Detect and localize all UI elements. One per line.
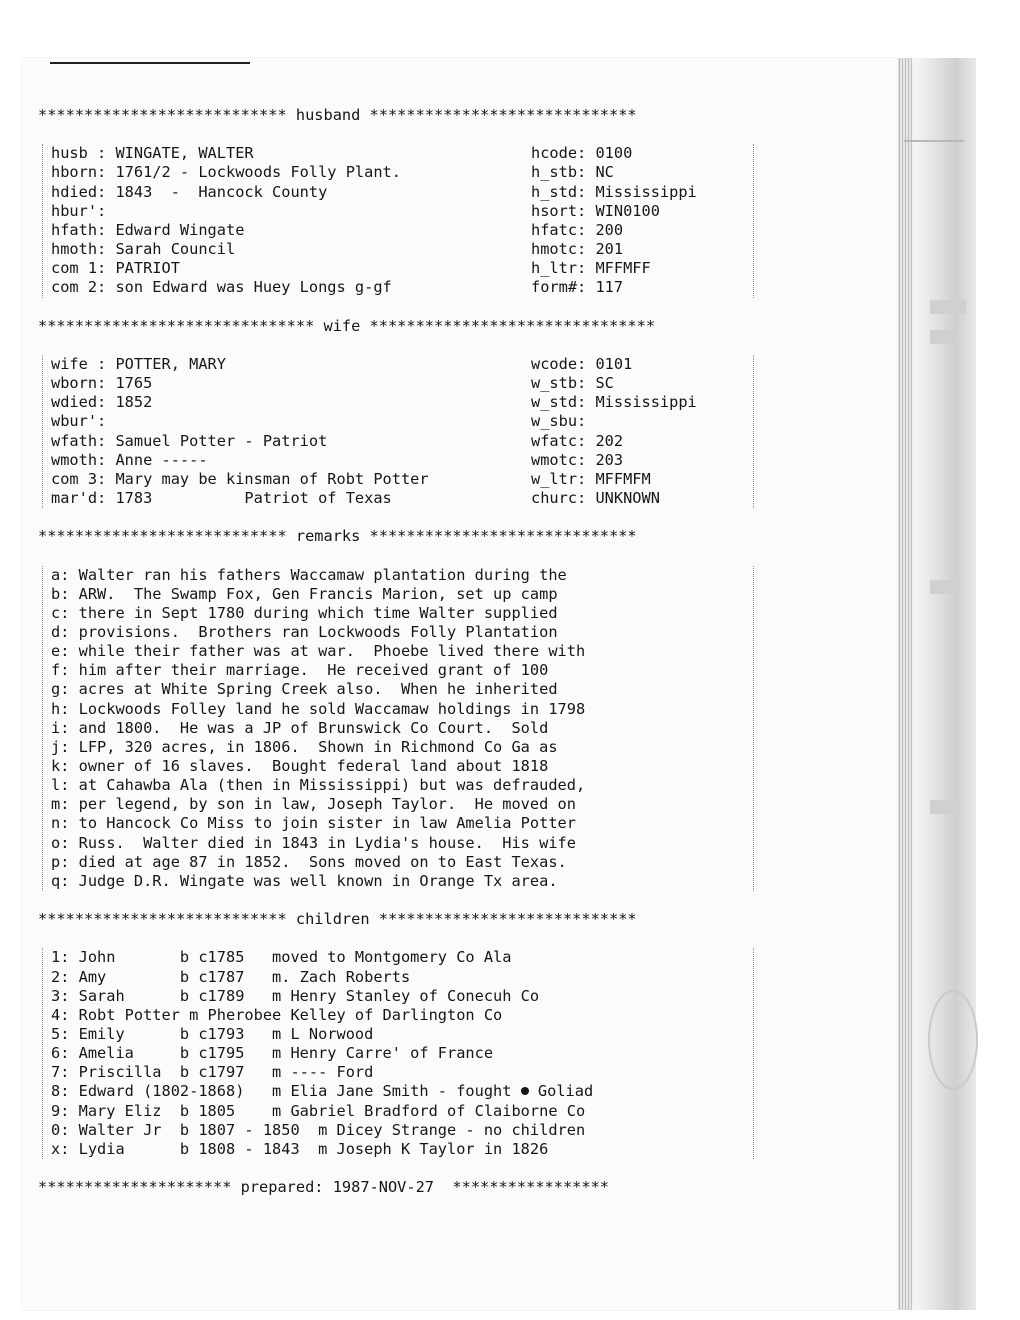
child-line: 1: John b c1785 moved to Montgomery Co Ala	[51, 948, 512, 967]
wife-code-field: w_std: Mississippi	[531, 393, 697, 412]
top-rule	[50, 62, 250, 64]
remark-line: n: to Hancock Co Miss to join sister in law Amelia Potter	[51, 814, 576, 833]
remark-line: g: acres at White Spring Creek also. When he inherited	[51, 680, 558, 699]
remarks-banner: *************************** remarks *****************************	[38, 527, 637, 546]
child-line-8	[51, 1082, 753, 1101]
husband-section	[42, 144, 754, 297]
family-group-sheet	[38, 106, 762, 1197]
book-gutter	[896, 58, 912, 1310]
remark-line: m: per legend, by son in law, Joseph Taylor. He moved on	[51, 795, 576, 814]
child-line: 0: Walter Jr b 1807 - 1850 m Dicey Strange - no children	[51, 1120, 586, 1139]
wife-code-field: wmotc: 203	[531, 450, 624, 469]
husband-code-field: hmotc: 201	[531, 240, 624, 259]
remark-line: d: provisions. Brothers ran Lockwoods Folly Plantation	[51, 623, 558, 642]
remark-line: a: Walter ran his fathers Waccamaw plantation during the	[51, 565, 567, 584]
husband-banner: *************************** husband *****************************	[38, 106, 637, 124]
remark-line: j: LFP, 320 acres, in 1806. Shown in Richmond Co Ga as	[51, 737, 558, 756]
remark-line: h: Lockwoods Folley land he sold Waccamaw holdings in 1798	[51, 699, 586, 718]
wife-field: wfath: Samuel Potter - Patriot	[51, 431, 328, 450]
child-line: 5: Emily b c1793 m L Norwood	[51, 1025, 374, 1043]
remark-line: i: and 1800. He was a JP of Brunswick Co Court. Sold	[51, 718, 549, 737]
wife-field: mar'd: 1783 Patriot of Texas	[51, 489, 392, 508]
husband-code-field: form#: 117	[531, 278, 624, 297]
remark-line: k: owner of 16 slaves. Bought federal land about 1818	[51, 757, 549, 776]
bleed-through-mark	[930, 800, 960, 814]
husband-code-field: hcode: 0100	[531, 144, 633, 163]
child-line-tail: Goliad	[537, 1082, 594, 1101]
wife-code-field: churc: UNKNOWN	[531, 489, 660, 508]
husband-field: husb : WINGATE, WALTER	[51, 144, 254, 163]
husband-field: hfath: Edward Wingate	[51, 220, 245, 239]
wife-banner: ****************************** wife *******************************	[38, 316, 656, 335]
remark-line: f: him after their marriage. He received grant of 100	[51, 661, 549, 680]
husband-field: hdied: 1843 - Hancock County	[51, 182, 328, 201]
wife-field: wife : POTTER, MARY	[51, 354, 226, 373]
husband-code-field: hsort: WIN0100	[531, 201, 660, 220]
remark-line: b: ARW. The Swamp Fox, Gen Francis Marion, set up camp	[51, 584, 558, 603]
child-line-text: 8: Edward (1802-1868) m Elia Jane Smith - fought	[51, 1082, 512, 1101]
remark-line: e: while their father was at war. Phoebe lived there with	[51, 642, 586, 661]
remarks-section	[42, 566, 754, 891]
child-line: 6: Amelia b c1795 m Henry Carre' of France	[51, 1044, 494, 1063]
bleed-through-mark	[930, 580, 960, 594]
husband-field: com 1: PATRIOT	[51, 259, 180, 278]
child-line: 3: Sarah b c1789 m Henry Stanley of Conecuh Co	[51, 986, 540, 1005]
wife-code-field: w_sbu:	[531, 412, 587, 431]
child-line: 2: Amy b c1787 m. Zach Roberts	[51, 967, 411, 986]
husband-code-field: h_ltr: MFFMFF	[531, 259, 651, 278]
remark-line: q: Judge D.R. Wingate was well known in Orange Tx area.	[51, 871, 558, 890]
wife-code-field: w_stb: SC	[531, 374, 614, 393]
child-line: 4: Robt Potter m Pherobee Kelley of Darlington Co	[51, 1005, 503, 1024]
husband-field: hborn: 1761/2 - Lockwoods Folly Plant.	[51, 163, 401, 182]
wife-field: com 3: Mary may be kinsman of Robt Potter	[51, 469, 429, 488]
children-section	[42, 948, 754, 1159]
children-banner: *************************** children ****************************	[38, 910, 637, 929]
remark-line: p: died at age 87 in 1852. Sons moved on to East Texas.	[51, 852, 567, 871]
child-line: x: Lydia b 1808 - 1843 m Joseph K Taylor in 1826	[51, 1139, 549, 1158]
husband-code-field: h_stb: NC	[531, 163, 614, 182]
child-line: 7: Priscilla b c1797 m ---- Ford	[51, 1063, 374, 1082]
child-line: 9: Mary Eliz b 1805 m Gabriel Bradford of Claiborne Co	[51, 1101, 586, 1120]
wife-field: wmoth: Anne -----	[51, 450, 208, 469]
wife-code-field: wfatc: 202	[531, 431, 624, 450]
wife-field: wborn: 1765	[51, 374, 153, 393]
remark-line: l: at Cahawba Ala (then in Mississippi) but was defrauded,	[51, 776, 586, 795]
husband-field: com 2: son Edward was Huey Longs g-gf	[51, 278, 392, 297]
bleed-through-mark	[930, 300, 966, 314]
husband-code-field: hfatc: 200	[531, 220, 624, 239]
bleed-through-mark	[930, 330, 954, 344]
bleed-through-seal	[928, 990, 978, 1090]
bullet-icon	[521, 1087, 529, 1095]
husband-field: hmoth: Sarah Council	[51, 240, 236, 259]
husband-field: hbur':	[51, 201, 107, 220]
edge-mark	[904, 140, 964, 142]
wife-code-field: wcode: 0101	[531, 354, 633, 373]
wife-section	[42, 355, 754, 508]
wife-code-field: w_ltr: MFFMFM	[531, 469, 651, 488]
prepared-banner: ********************* prepared: 1987-NOV-27 *****************	[38, 1178, 609, 1197]
husband-code-field: h_std: Mississippi	[531, 182, 697, 201]
wife-field: wdied: 1852	[51, 393, 153, 412]
remark-line: o: Russ. Walter died in 1843 in Lydia's house. His wife	[51, 833, 576, 852]
remark-line: c: there in Sept 1780 during which time Walter supplied	[51, 603, 558, 622]
wife-field: wbur':	[51, 412, 107, 431]
